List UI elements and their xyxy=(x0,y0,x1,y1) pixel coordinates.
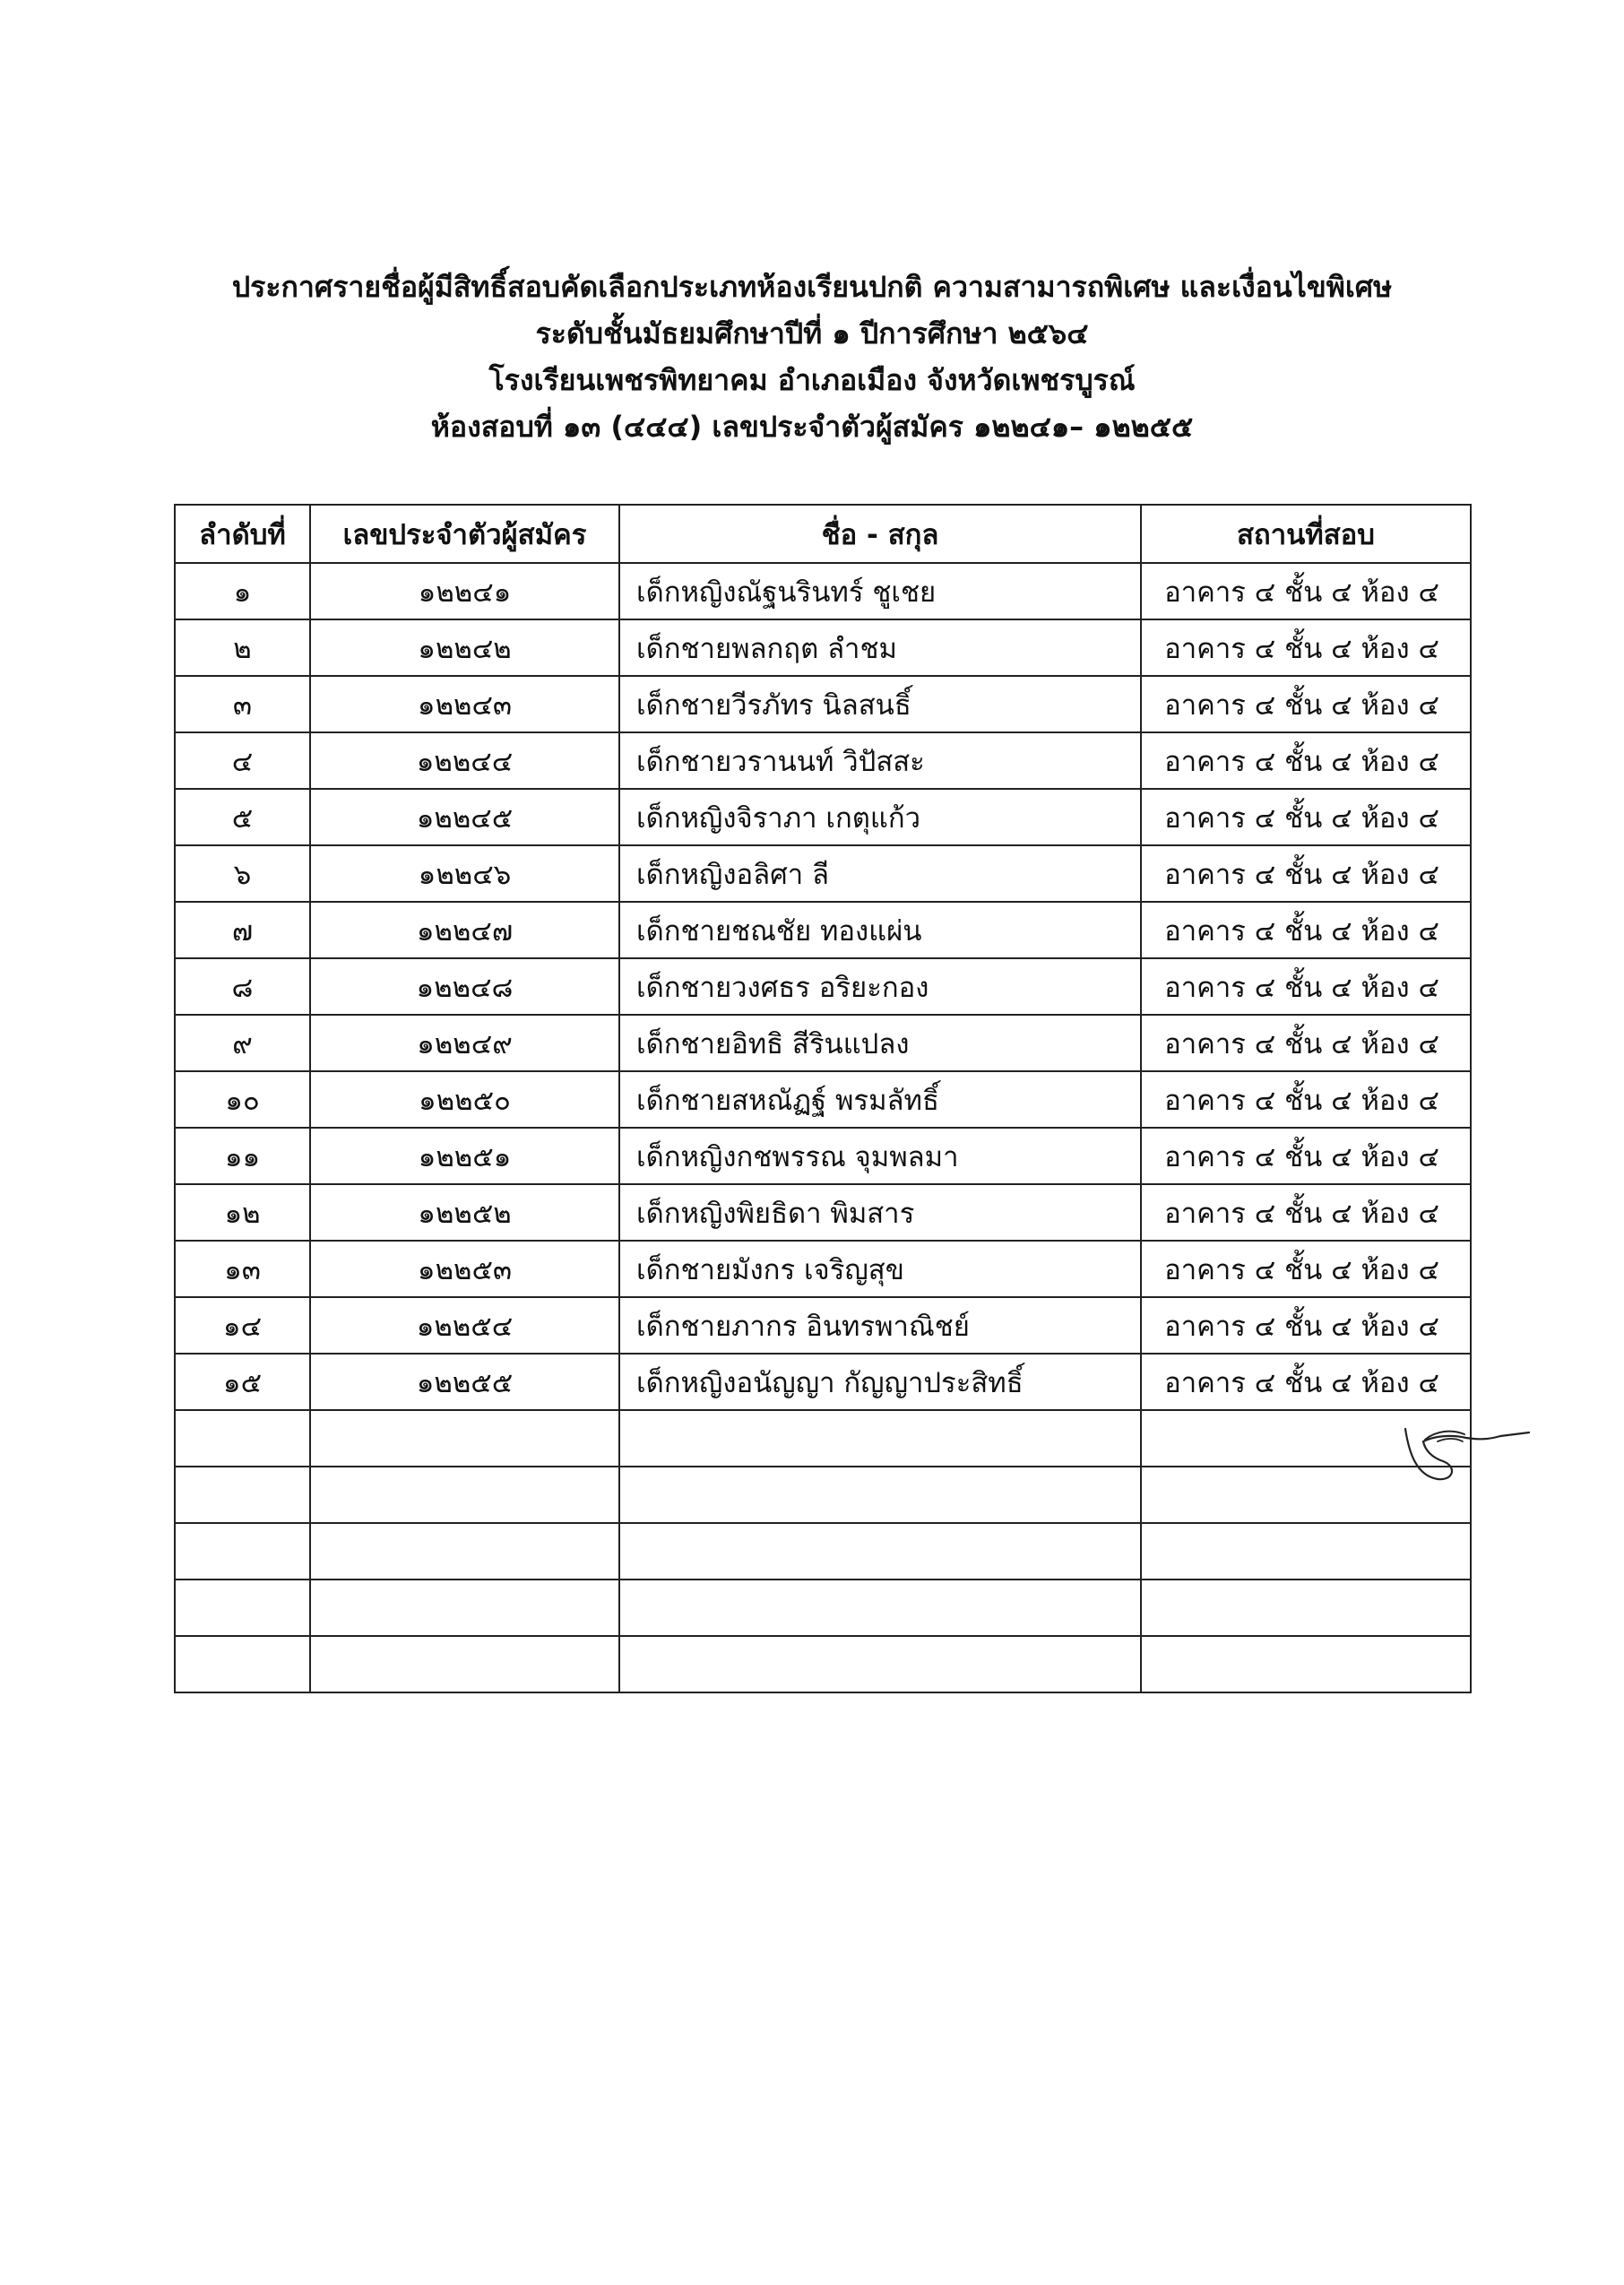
cell-applicant-id xyxy=(310,1467,619,1523)
table-header-row xyxy=(175,505,1471,563)
cell-name: เด็กชายอิทธิ สีรินแปลง xyxy=(619,1015,1141,1071)
cell-applicant-id: ๑๒๒๕๕ xyxy=(310,1354,619,1410)
cell-location xyxy=(1141,1580,1471,1636)
table-row xyxy=(175,845,1471,902)
cell-applicant-id xyxy=(310,1580,619,1636)
cell-applicant-id: ๑๒๒๕๓ xyxy=(310,1241,619,1297)
table-row xyxy=(175,619,1471,676)
cell-applicant-id: ๑๒๒๔๔ xyxy=(310,732,619,789)
cell-applicant-id xyxy=(310,1523,619,1580)
cell-index: ๘ xyxy=(175,958,310,1015)
exam-room-line: ห้องสอบที่ ๑๓ (๔๔๔) เลขประจำตัวผู้สมัคร ๑๒๒๔๑– ๑๒๒๕๕ xyxy=(430,410,1194,444)
cell-applicant-id: ๑๒๒๔๘ xyxy=(310,958,619,1015)
cell-applicant-id xyxy=(310,1636,619,1692)
cell-applicant-id: ๑๒๒๕๔ xyxy=(310,1297,619,1354)
table-row xyxy=(175,1071,1471,1128)
cell-name: เด็กชายวีรภัทร นิลสนธิ์ xyxy=(619,676,1141,732)
cell-name: เด็กชายวรานนท์ วิปัสสะ xyxy=(619,732,1141,789)
cell-name: เด็กหญิงจิราภา เกตุแก้ว xyxy=(619,789,1141,845)
cell-index xyxy=(175,1523,310,1580)
cell-index: ๗ xyxy=(175,902,310,958)
table-row xyxy=(175,1523,1471,1580)
table-row xyxy=(175,902,1471,958)
cell-name: เด็กหญิงณัฐนรินทร์ ชูเชย xyxy=(619,563,1141,619)
announcement-title: ประกาศรายชื่อผู้มีสิทธิ์สอบคัดเลือกประเภทห้องเรียนปกติ ความสามารถพิเศษ และเงื่อนไขพิเศษ xyxy=(231,270,1393,304)
signature-icon xyxy=(1398,1409,1533,1490)
table-row xyxy=(175,958,1471,1015)
cell-index: ๖ xyxy=(175,845,310,902)
applicant-table xyxy=(174,504,1472,1693)
cell-index xyxy=(175,1636,310,1692)
table-row xyxy=(175,1128,1471,1184)
table-row xyxy=(175,676,1471,732)
table-row xyxy=(175,1241,1471,1297)
table-row xyxy=(175,1354,1471,1410)
cell-location: อาคาร ๔ ชั้น ๔ ห้อง ๔ xyxy=(1141,619,1471,676)
cell-index xyxy=(175,1410,310,1467)
cell-applicant-id: ๑๒๒๔๗ xyxy=(310,902,619,958)
cell-index xyxy=(175,1467,310,1523)
cell-index: ๑๕ xyxy=(175,1354,310,1410)
cell-index: ๙ xyxy=(175,1015,310,1071)
cell-applicant-id: ๑๒๒๕๑ xyxy=(310,1128,619,1184)
table-row xyxy=(175,1467,1471,1523)
cell-location: อาคาร ๔ ชั้น ๔ ห้อง ๔ xyxy=(1141,563,1471,619)
cell-location: อาคาร ๔ ชั้น ๔ ห้อง ๔ xyxy=(1141,1184,1471,1241)
table-row xyxy=(175,1580,1471,1636)
cell-index: ๑๔ xyxy=(175,1297,310,1354)
cell-location: อาคาร ๔ ชั้น ๔ ห้อง ๔ xyxy=(1141,789,1471,845)
cell-location: อาคาร ๔ ชั้น ๔ ห้อง ๔ xyxy=(1141,845,1471,902)
cell-location xyxy=(1141,1636,1471,1692)
table-row xyxy=(175,789,1471,845)
cell-location: อาคาร ๔ ชั้น ๔ ห้อง ๔ xyxy=(1141,732,1471,789)
document-header xyxy=(0,264,1624,450)
cell-index: ๑๑ xyxy=(175,1128,310,1184)
cell-name: เด็กชายสหณัฏฐ์ พรมลัทธิ์ xyxy=(619,1071,1141,1128)
column-header-location: สถานที่สอบ xyxy=(1141,505,1471,563)
cell-applicant-id: ๑๒๒๔๖ xyxy=(310,845,619,902)
school-line: โรงเรียนเพชรพิทยาคม อำเภอเมือง จังหวัดเพชรบูรณ์ xyxy=(488,363,1136,397)
cell-name xyxy=(619,1467,1141,1523)
cell-location: อาคาร ๔ ชั้น ๔ ห้อง ๔ xyxy=(1141,1241,1471,1297)
cell-applicant-id: ๑๒๒๔๙ xyxy=(310,1015,619,1071)
cell-name xyxy=(619,1410,1141,1467)
cell-index: ๕ xyxy=(175,789,310,845)
cell-name xyxy=(619,1523,1141,1580)
column-header-applicant-id: เลขประจำตัวผู้สมัคร xyxy=(310,505,619,563)
cell-location: อาคาร ๔ ชั้น ๔ ห้อง ๔ xyxy=(1141,1297,1471,1354)
cell-location: อาคาร ๔ ชั้น ๔ ห้อง ๔ xyxy=(1141,902,1471,958)
cell-name: เด็กชายวงศธร อริยะกอง xyxy=(619,958,1141,1015)
cell-location: อาคาร ๔ ชั้น ๔ ห้อง ๔ xyxy=(1141,958,1471,1015)
cell-name: เด็กชายมังกร เจริญสุข xyxy=(619,1241,1141,1297)
cell-applicant-id: ๑๒๒๔๕ xyxy=(310,789,619,845)
cell-location xyxy=(1141,1523,1471,1580)
cell-index xyxy=(175,1580,310,1636)
cell-index: ๑๓ xyxy=(175,1241,310,1297)
cell-location: อาคาร ๔ ชั้น ๔ ห้อง ๔ xyxy=(1141,1015,1471,1071)
column-header-name: ชื่อ - สกุล xyxy=(619,505,1141,563)
cell-name: เด็กชายภากร อินทรพาณิชย์ xyxy=(619,1297,1141,1354)
cell-location: อาคาร ๔ ชั้น ๔ ห้อง ๔ xyxy=(1141,1354,1471,1410)
table-row xyxy=(175,1015,1471,1071)
cell-name: เด็กหญิงอนัญญา กัญญาประสิทธิ์ xyxy=(619,1354,1141,1410)
cell-name: เด็กหญิงอลิศา ลี xyxy=(619,845,1141,902)
table-row xyxy=(175,1636,1471,1692)
table-body xyxy=(175,563,1471,1692)
cell-location: อาคาร ๔ ชั้น ๔ ห้อง ๔ xyxy=(1141,1128,1471,1184)
table-row xyxy=(175,1297,1471,1354)
cell-index: ๔ xyxy=(175,732,310,789)
cell-index: ๓ xyxy=(175,676,310,732)
table-row xyxy=(175,1410,1471,1467)
cell-name: เด็กหญิงพิยธิดา พิมสาร xyxy=(619,1184,1141,1241)
cell-index: ๑๐ xyxy=(175,1071,310,1128)
cell-name: เด็กหญิงกชพรรณ จุมพลมา xyxy=(619,1128,1141,1184)
cell-applicant-id: ๑๒๒๔๒ xyxy=(310,619,619,676)
table-row xyxy=(175,732,1471,789)
column-header-index: ลำดับที่ xyxy=(175,505,310,563)
cell-applicant-id: ๑๒๒๕๒ xyxy=(310,1184,619,1241)
cell-name xyxy=(619,1580,1141,1636)
cell-name: เด็กชายพลกฤต ลำชม xyxy=(619,619,1141,676)
cell-name: เด็กชายชณชัย ทองแผ่น xyxy=(619,902,1141,958)
grade-level-line: ระดับชั้นมัธยมศึกษาปีที่ ๑ ปีการศึกษา ๒๕๖๔ xyxy=(535,316,1089,351)
cell-location: อาคาร ๔ ชั้น ๔ ห้อง ๔ xyxy=(1141,1071,1471,1128)
cell-applicant-id: ๑๒๒๔๑ xyxy=(310,563,619,619)
cell-name xyxy=(619,1636,1141,1692)
cell-index: ๑ xyxy=(175,563,310,619)
cell-applicant-id: ๑๒๒๕๐ xyxy=(310,1071,619,1128)
cell-applicant-id: ๑๒๒๔๓ xyxy=(310,676,619,732)
cell-applicant-id xyxy=(310,1410,619,1467)
cell-index: ๑๒ xyxy=(175,1184,310,1241)
cell-index: ๒ xyxy=(175,619,310,676)
table-row xyxy=(175,563,1471,619)
table-row xyxy=(175,1184,1471,1241)
cell-location: อาคาร ๔ ชั้น ๔ ห้อง ๔ xyxy=(1141,676,1471,732)
